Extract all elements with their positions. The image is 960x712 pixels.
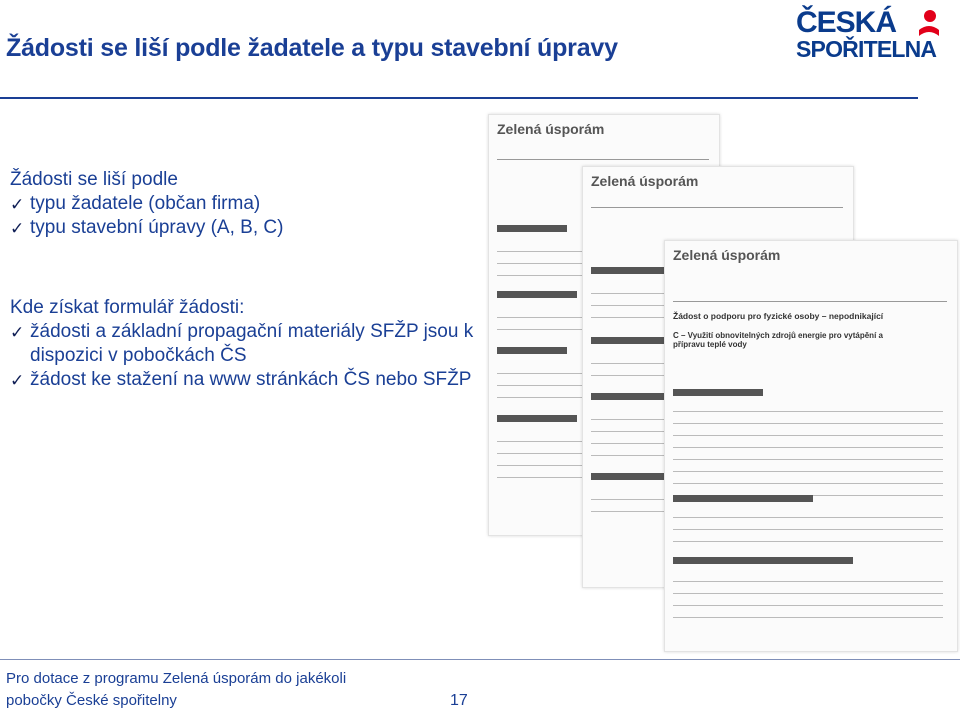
form-title: Zelená úsporám xyxy=(591,173,699,189)
form-title: Zelená úsporám xyxy=(497,121,605,137)
ceska-sporitelna-logo xyxy=(796,6,942,64)
footer-rule xyxy=(0,659,960,660)
checkmark-icon: ✓ xyxy=(10,195,25,214)
checkmark-icon: ✓ xyxy=(10,371,25,390)
form-subheading: C – Využití obnovitelných zdrojů energie pro vytápění a přípravu teplé vody xyxy=(673,331,883,349)
list-item: ✓ typu žadatele (občan firma) xyxy=(10,192,283,216)
checkmark-icon: ✓ xyxy=(10,323,25,342)
slide-title: Žádosti se liší podle žadatele a typu stavební úpravy xyxy=(6,34,618,62)
logo-s-mark-icon xyxy=(916,8,942,56)
list-item: ✓ žádost ke stažení na www stránkách ČS nebo SFŽP xyxy=(10,368,480,392)
footer-note: Pro dotace z programu Zelená úsporám do jakékoli pobočky České spořitelny xyxy=(6,670,347,709)
application-forms-image xyxy=(470,108,960,653)
logo-line1: ČESKÁ xyxy=(796,6,897,39)
list-heading: Žádosti se liší podle xyxy=(10,169,178,190)
form-sheet-3 xyxy=(664,240,958,652)
title-rule xyxy=(0,97,918,99)
checkmark-icon: ✓ xyxy=(10,219,25,238)
where-to-get-list xyxy=(10,296,480,392)
page-number: 17 xyxy=(450,692,468,709)
logo-line2: SPOŘITELNA xyxy=(796,36,937,62)
list-item: ✓ žádosti a základní propagační materiály SFŽP jsou k dispozici v pobočkách ČS xyxy=(10,321,474,366)
applicant-types-list xyxy=(10,168,283,240)
form-heading: Žádost o podporu pro fyzické osoby – nepodnikající xyxy=(673,311,884,321)
list-item: ✓ typu stavební úpravy (A, B, C) xyxy=(10,216,283,240)
list-heading: Kde získat formulář žádosti: xyxy=(10,297,245,318)
form-title: Zelená úsporám xyxy=(673,247,781,263)
